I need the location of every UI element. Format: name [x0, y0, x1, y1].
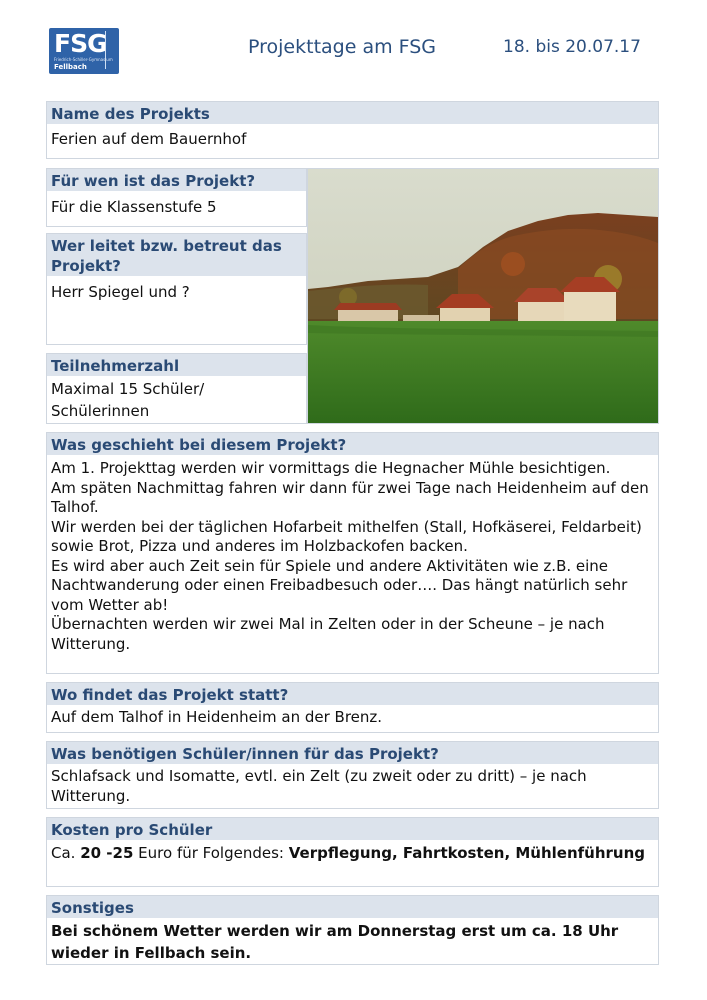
what-line-5: Übernachten werden wir zwei Mal in Zelten oder in der Scheune – je nach Witterung.	[51, 615, 605, 653]
what-line-4: Es wird aber auch Zeit sein für Spiele und andere Aktivitäten wie z.B. eine Nachtwanderung oder einen Freibadbesuch oder…. Das hängt natürlich sehr vom Wetter ab!	[51, 556, 628, 614]
section-name	[46, 101, 659, 159]
farm-photo	[307, 168, 659, 424]
section-needs	[46, 741, 659, 809]
section-name-value: Ferien auf dem Bauernhof	[51, 130, 247, 148]
section-leader-label: Wer leitet bzw. betreut das Projekt?	[47, 234, 306, 276]
section-where	[46, 682, 659, 733]
section-misc	[46, 895, 659, 965]
what-line-2: Am späten Nachmittag fahren wir dann für zwei Tage nach Heidenheim auf den Talhof.	[51, 478, 649, 516]
section-costs	[46, 817, 659, 887]
section-misc-value: Bei schönem Wetter werden wir am Donnerstag erst um ca. 18 Uhr wieder in Fellbach sein.	[51, 922, 619, 962]
costs-items: Verpflegung, Fahrtkosten, Mühlenführung	[288, 844, 646, 862]
section-participants	[46, 353, 307, 424]
section-what-body	[47, 455, 658, 657]
what-line-3: Wir werden bei der täglichen Hofarbeit mithelfen (Stall, Hofkäserei, Feldarbeit) sowie Brot, Pizza und anderes im Holzbackofen backen.	[51, 517, 642, 555]
farm-landscape-image	[308, 169, 658, 423]
fsg-logo	[49, 28, 119, 74]
section-what-label: Was geschieht bei diesem Projekt?	[47, 433, 658, 455]
section-where-value: Auf dem Talhof in Heidenheim an der Brenz.	[51, 708, 383, 726]
costs-prefix: Ca.	[51, 844, 81, 862]
page-title: Projekttage am FSG	[248, 36, 437, 58]
section-target-label: Für wen ist das Projekt?	[47, 169, 306, 191]
what-line-1: Am 1. Projekttag werden wir vormittags die Hegnacher Mühle besichtigen.	[51, 459, 611, 477]
section-costs-label: Kosten pro Schüler	[47, 818, 658, 840]
section-target	[46, 168, 307, 227]
logo-text: FSG	[54, 29, 107, 58]
section-target-value: Für die Klassenstufe 5	[51, 198, 217, 216]
section-where-label: Wo findet das Projekt statt?	[47, 683, 658, 705]
section-what	[46, 432, 659, 674]
section-participants-value: Maximal 15 Schüler/ Schülerinnen	[51, 380, 205, 420]
costs-amount: 20 -25	[80, 844, 134, 862]
logo-city: Fellbach	[54, 63, 87, 71]
page-date: 18. bis 20.07.17	[503, 37, 641, 57]
section-needs-label: Was benötigen Schüler/innen für das Projekt?	[47, 742, 658, 764]
section-leader-value: Herr Spiegel und ?	[51, 283, 190, 301]
section-needs-value: Schlafsack und Isomatte, evtl. ein Zelt (zu zweit oder zu dritt) – je nach Witterung.	[51, 767, 587, 805]
section-misc-label: Sonstiges	[47, 896, 658, 918]
section-leader	[46, 233, 307, 345]
logo-subtitle: Friedrich-Schiller-Gymnasium	[54, 57, 113, 62]
section-participants-label: Teilnehmerzahl	[47, 354, 306, 376]
costs-middle: Euro für Folgendes:	[133, 844, 289, 862]
section-costs-value	[47, 840, 658, 867]
section-name-label: Name des Projekts	[47, 102, 658, 124]
logo-mark-icon	[105, 31, 116, 69]
